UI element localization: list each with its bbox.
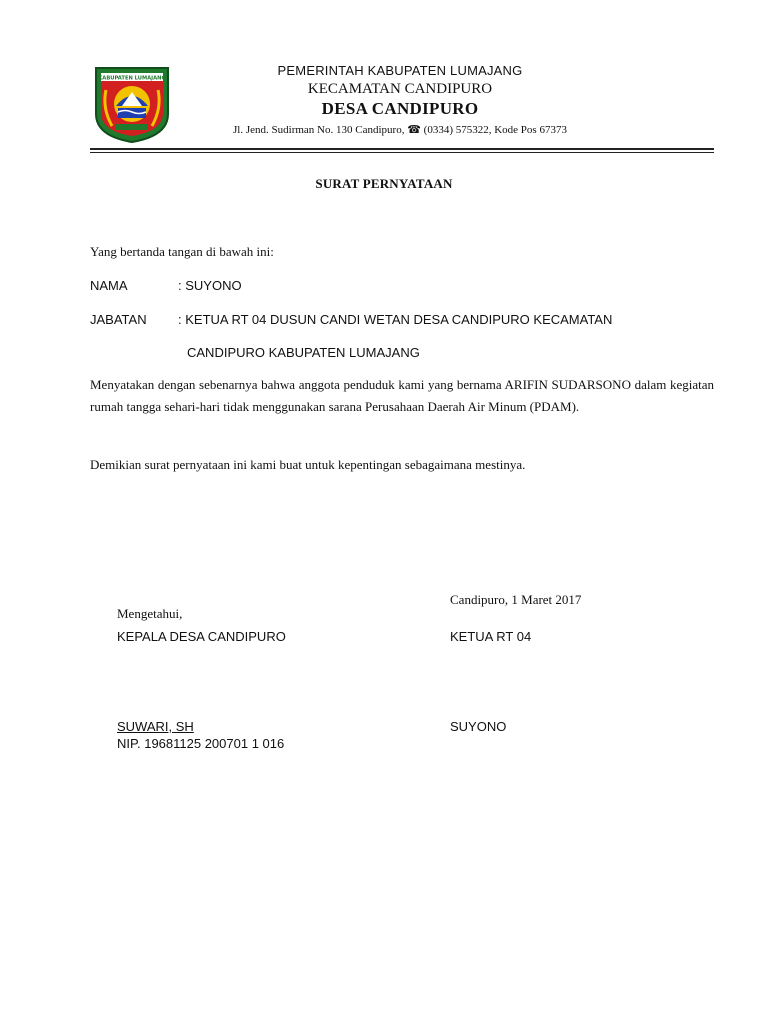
letterhead-village: DESA CANDIPURO [321,99,479,118]
letterhead [190,62,610,138]
telephone-icon: ☎ [407,124,421,136]
village-head-nip: NIP. 19681125 200701 1 016 [117,736,285,751]
acknowledged-label: Mengetahui, [117,606,183,621]
letterhead-address [190,122,610,138]
village-head-title: KEPALA DESA CANDIPURO [117,629,286,644]
closing-paragraph: Demikian surat pernyataan ini kami buat untuk kepentingan sebagaimana mestinya. [90,457,526,472]
jabatan-value: : KETUA RT 04 DUSUN CANDI WETAN DESA CANDIPURO KECAMATAN [178,312,613,327]
letterhead-government: PEMERINTAH KABUPATEN LUMAJANG [277,63,523,78]
nama-label: NAMA [90,278,128,293]
logo-lettering: KABUPATEN LUMAJANG [98,75,166,82]
regency-emblem-logo [92,64,172,144]
document-title: SURAT PERNYATAAN [315,176,453,191]
letterhead-rule-thin [90,152,714,153]
phone-and-postcode: (0334) 575322, Kode Pos 67373 [423,124,567,136]
letterhead-rule-thick [90,148,714,150]
rt-head-title: KETUA RT 04 [450,629,532,644]
rt-head-name: SUYONO [450,719,507,734]
letterhead-district: KECAMATAN CANDIPURO [307,81,493,97]
village-head-name: SUWARI, SH [117,719,194,734]
address-text: Jl. Jend. Sudirman No. 130 Candipuro, [233,124,405,136]
jabatan-value-continued: CANDIPURO KABUPATEN LUMAJANG [187,345,420,360]
place-and-date: Candipuro, 1 Maret 2017 [450,592,582,607]
nama-value: : SUYONO [178,278,242,293]
jabatan-label: JABATAN [90,312,147,327]
statement-paragraph: Menyatakan dengan sebenarnya bahwa anggota penduduk kami yang bernama ARIFIN SUDARSONO dalam kegiatan rumah tangga sehari-hari tidak menggunakan sarana Perusahaan Daerah Air Minum (PDAM). [90,377,714,414]
intro-line: Yang bertanda tangan di bawah ini: [90,244,274,259]
